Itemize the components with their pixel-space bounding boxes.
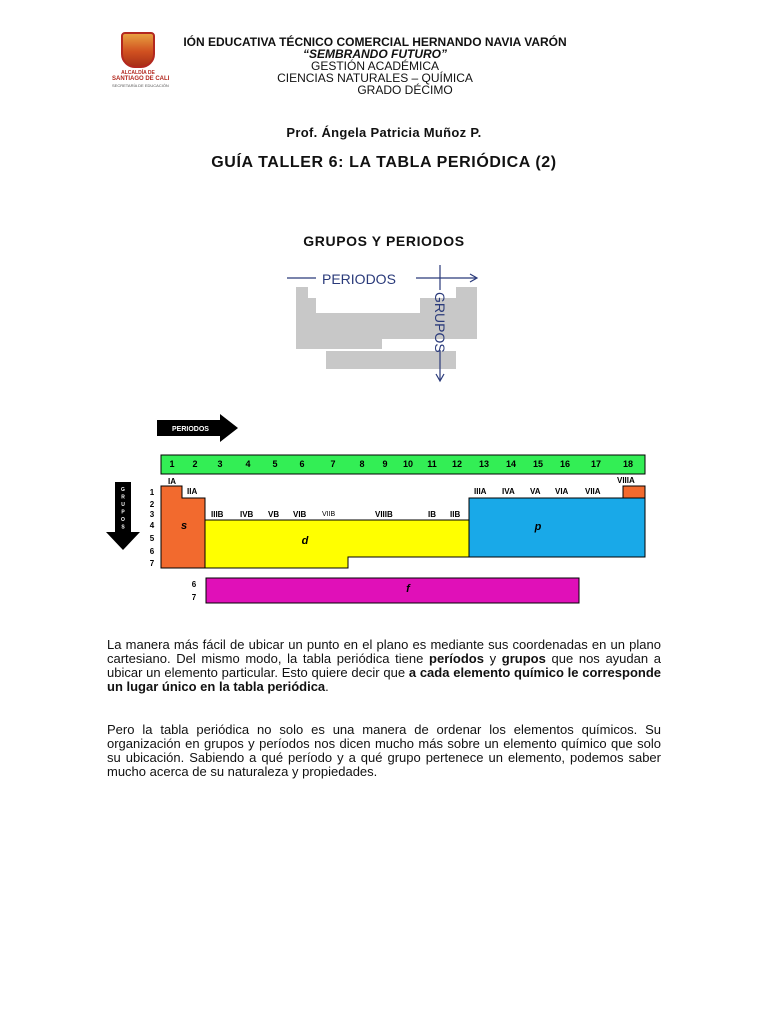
small-periodic-diagram	[287, 265, 477, 381]
period-number-6: 6	[149, 547, 155, 556]
group-number-5: 5	[272, 459, 278, 469]
p-block-label: p	[534, 521, 542, 533]
group-name-ia: IA	[168, 477, 176, 486]
guide-title: GUÍA TALLER 6: LA TABLA PERIÓDICA (2)	[211, 154, 557, 171]
logo-line-3: SECRETARÍA DE EDUCACIÓN	[112, 83, 169, 88]
period-number-2: 2	[149, 500, 155, 509]
logo-line-2: SANTIAGO DE CALI	[112, 76, 170, 82]
grupos-letter-0: G	[121, 487, 125, 493]
p-block	[469, 486, 645, 557]
paragraph-1-text-2: y	[483, 651, 502, 666]
paragraph-1-bold-periodos: períodos	[429, 651, 484, 666]
paragraph-1-text-4: .	[325, 679, 329, 694]
header-academic: GESTIÓN ACADÉMICA	[310, 59, 440, 73]
institution-name: IÓN EDUCATIVA TÉCNICO COMERCIAL HERNANDO NAVIA VARÓN	[183, 35, 567, 49]
group-number-3: 3	[217, 459, 223, 469]
group-name-viib: VIIB	[322, 511, 336, 518]
group-number-4: 4	[245, 459, 251, 469]
period-number-3: 3	[149, 510, 155, 519]
section-title: GRUPOS Y PERIODOS	[303, 233, 465, 249]
logo-line-1: ALCALDÍA DE	[121, 70, 155, 76]
group-number-15: 15	[532, 459, 544, 469]
period-number-5: 5	[149, 534, 155, 543]
group-name-va: VA	[530, 487, 541, 496]
group-number-6: 6	[299, 459, 305, 469]
group-number-7: 7	[330, 459, 336, 469]
header-grade: GRADO DÉCIMO	[357, 83, 453, 97]
group-name-viia: VIIA	[585, 487, 601, 496]
group-number-18: 18	[622, 459, 634, 469]
period-numbers	[150, 488, 155, 568]
group-name-iib: IIB	[450, 510, 461, 519]
grupos-letter-1: R	[121, 494, 125, 501]
periodic-table-diagram	[106, 414, 645, 603]
paragraph-1-text-1: La manera más fácil de ubicar un punto en el plano es mediante sus coordenadas en un plano cartesiano. Del mismo modo, la tabla periódica tiene	[107, 637, 661, 666]
group-name-vib: VIB	[293, 510, 307, 519]
f-block-label: f	[406, 583, 410, 595]
grupos-letter-2: U	[121, 502, 125, 508]
group-name-viiib: VIIIB	[375, 510, 393, 519]
group-number-12: 12	[451, 459, 463, 469]
paragraph-1-bold-grupos: grupos	[501, 651, 546, 666]
group-number-9: 9	[382, 459, 388, 469]
motto: “SEMBRANDO FUTURO”	[303, 47, 447, 61]
group-name-iia: IIA	[187, 487, 198, 496]
grupos-letter-4: O	[121, 517, 125, 523]
teacher-name: Prof. Ángela Patricia Muñoz P.	[286, 125, 482, 140]
group-name-ib: IB	[428, 510, 436, 519]
period-number-7: 7	[149, 559, 155, 568]
group-number-10: 10	[402, 459, 414, 469]
f-period-numbers	[192, 580, 197, 602]
group-number-17: 17	[590, 459, 602, 469]
grupos-letter-5: S	[121, 524, 125, 531]
f-block	[206, 578, 579, 603]
period-number-1: 1	[149, 488, 155, 497]
paragraph-2: Pero la tabla periódica no solo es una manera de ordenar los elementos químicos. Su organización en grupos y períodos nos dicen mucho más sobre un elemento químico que solo su ubicación. Sabiendo a qué período y a qué grupo pertenece un elemento, podemos saber mucho acerca de su naturaleza y propiedades.	[107, 722, 661, 779]
group-name-iiia: IIIA	[474, 487, 487, 496]
period-number-4: 4	[149, 521, 155, 530]
group-number-11: 11	[427, 459, 437, 469]
small-periodos-label: PERIODOS	[322, 271, 396, 287]
group-number-2: 2	[192, 459, 198, 469]
group-number-14: 14	[505, 459, 517, 469]
group-name-via: VIA	[555, 487, 569, 496]
group-name-viiia: VIIIA	[617, 476, 635, 485]
f-period-number-7: 7	[191, 593, 197, 602]
f-period-number-6: 6	[191, 580, 197, 589]
s-block-label: s	[180, 520, 188, 532]
small-table-shape	[296, 287, 477, 369]
small-grupos-label: GRUPOS	[432, 292, 448, 353]
paragraph-1-text-3: que nos ayudan a ubicar un elemento particular. Esto quiere decir que	[107, 651, 661, 680]
paragraph-1-bold-statement: a cada elemento químico le corresponde un lugar único en la tabla periódica	[107, 665, 661, 694]
group-number-8: 8	[359, 459, 365, 469]
d-block	[205, 520, 469, 568]
d-block-label: d	[301, 535, 309, 547]
group-number-13: 13	[478, 459, 490, 469]
group-number-16: 16	[559, 459, 571, 469]
group-name-iiib: IIIB	[211, 510, 224, 519]
header-subject: CIENCIAS NATURALES – QUÍMICA	[277, 71, 473, 85]
group-number-1: 1	[169, 459, 175, 469]
group-name-iva: IVA	[502, 487, 515, 496]
group-name-ivb: IVB	[240, 510, 254, 519]
paragraph-1	[107, 638, 661, 694]
viiia-cell	[623, 486, 645, 498]
big-periodos-label: PERIODOS	[172, 426, 209, 433]
grupos-letter-3: P	[121, 509, 125, 516]
group-name-vb: VB	[268, 510, 280, 519]
